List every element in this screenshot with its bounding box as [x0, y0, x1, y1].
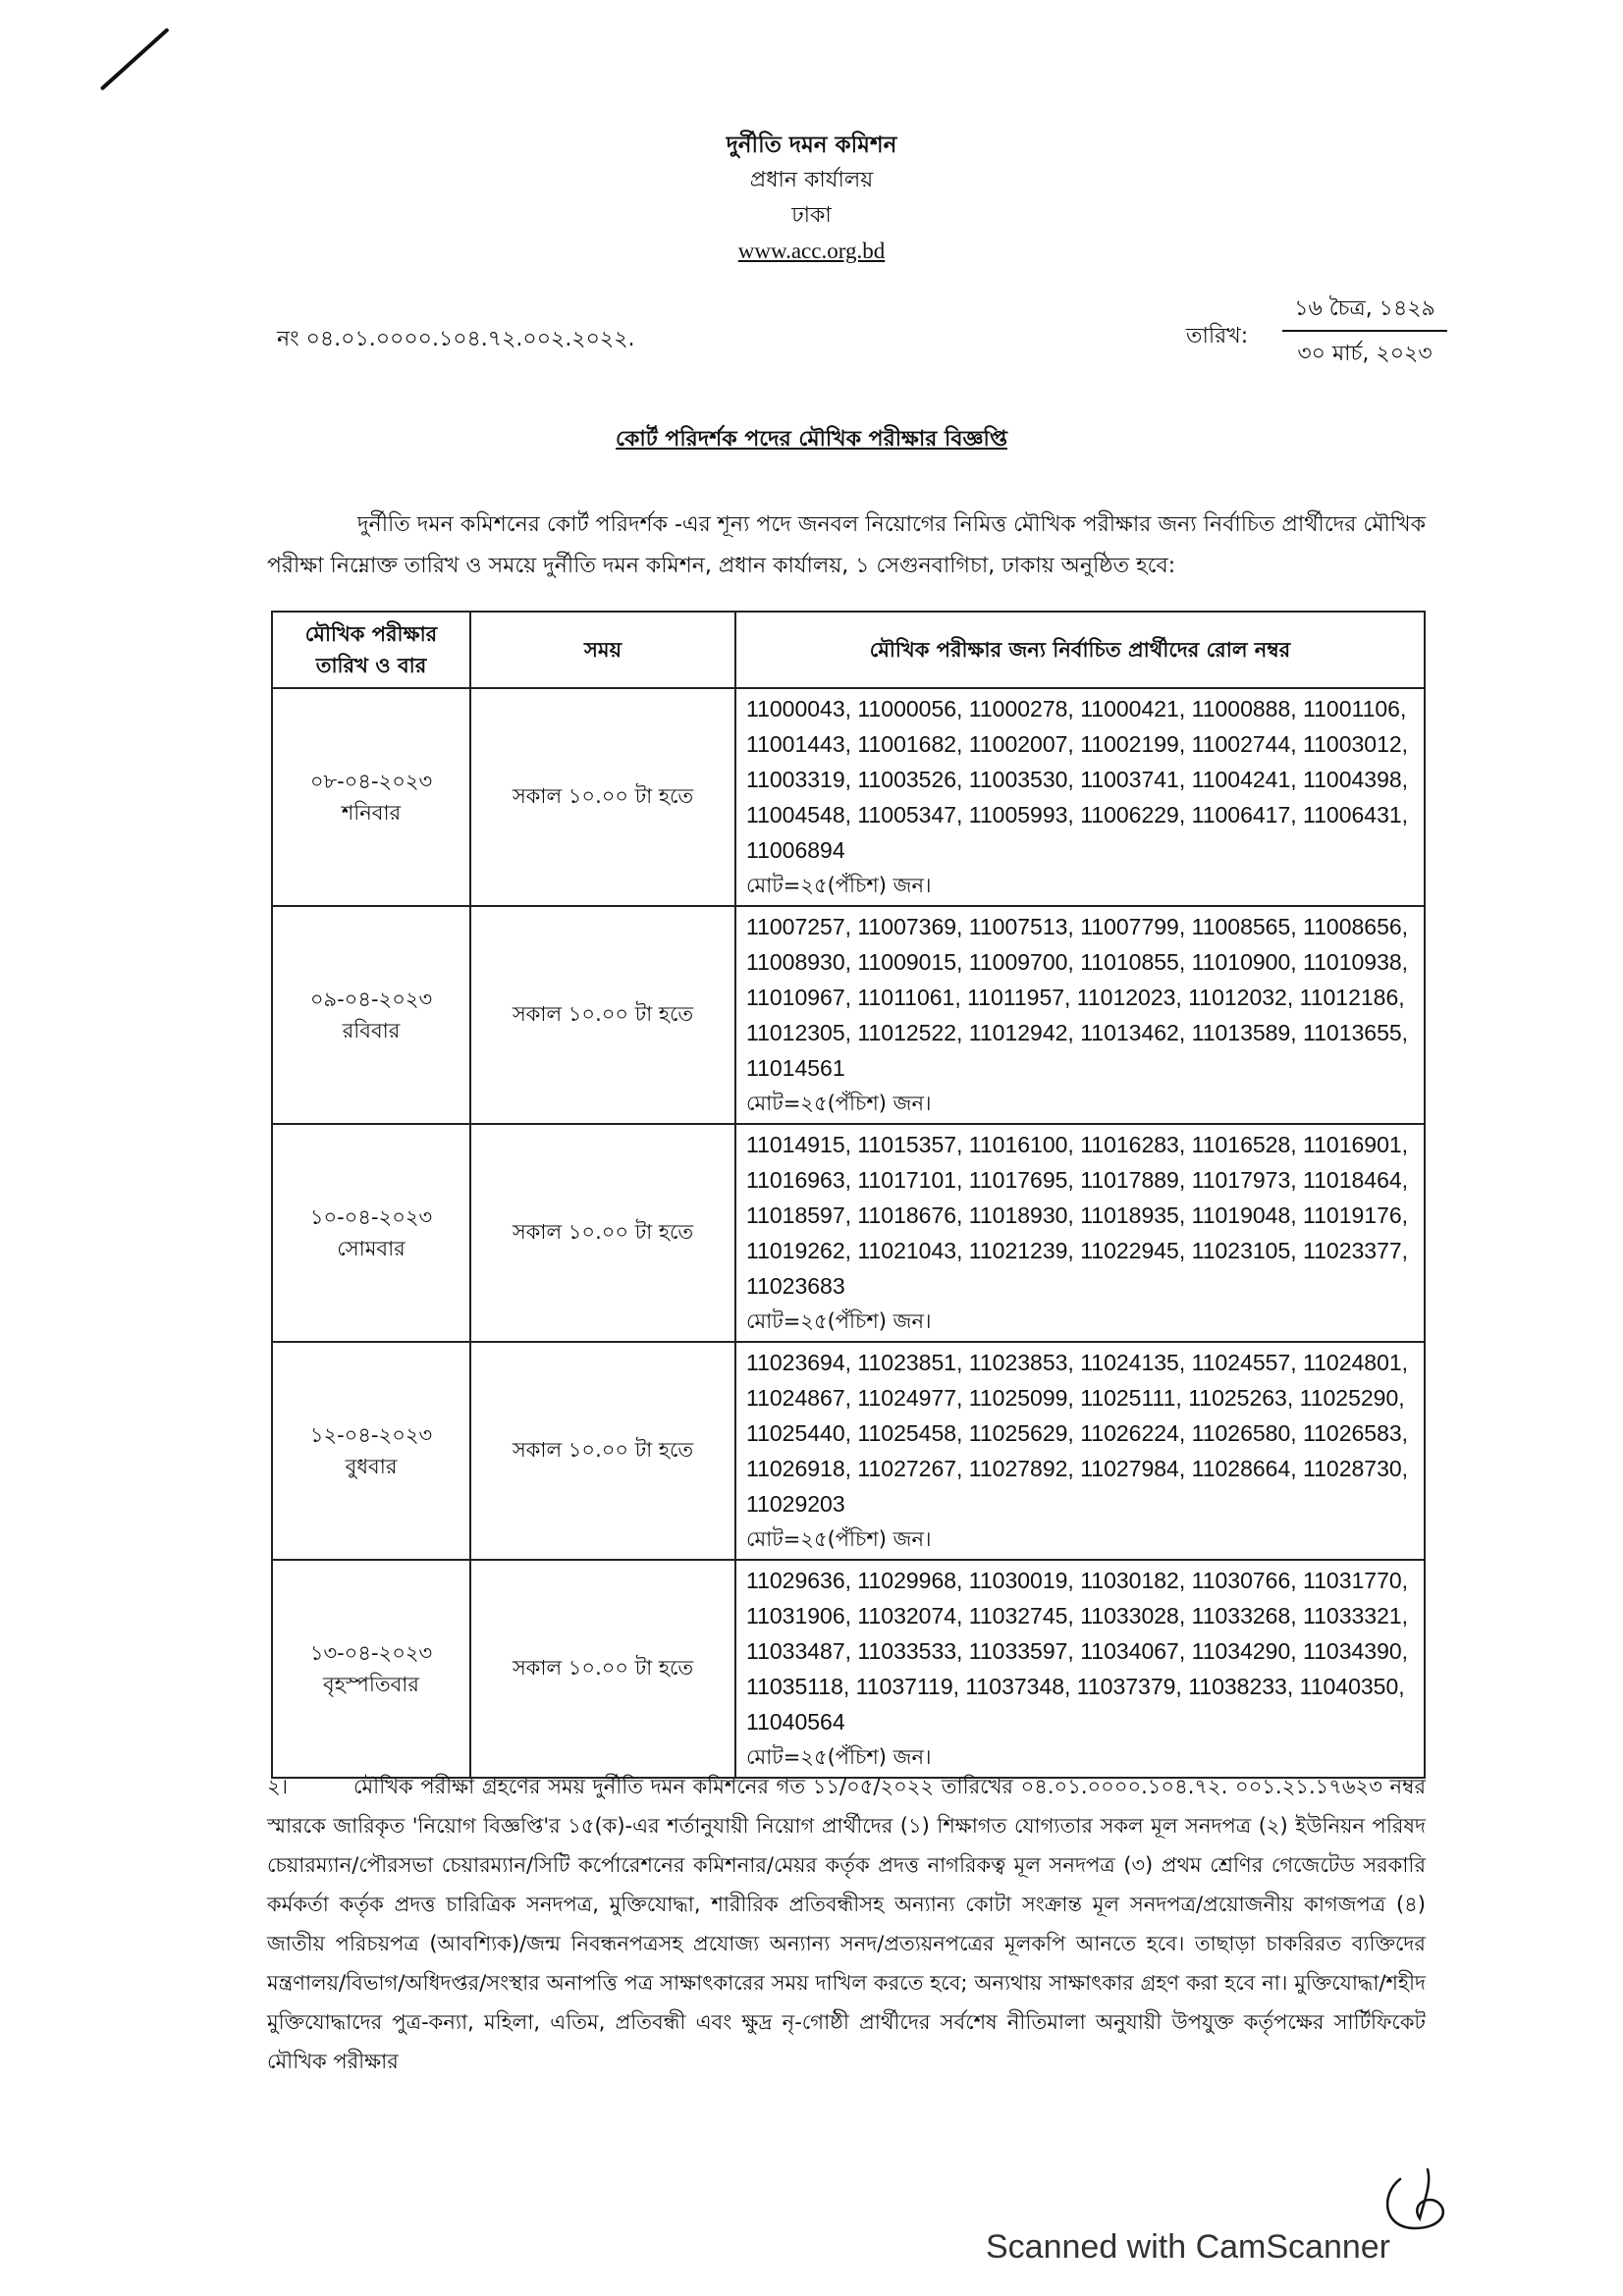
- header-rolls: মৌখিক পরীক্ষার জন্য নির্বাচিত প্রার্থীদের রোল নম্বর: [735, 612, 1425, 688]
- rolls-cell: [735, 1124, 1425, 1342]
- date-cell: [272, 1124, 470, 1342]
- website-link[interactable]: www.acc.org.bd: [737, 239, 886, 263]
- rolls-cell: [735, 688, 1425, 906]
- table-row: [272, 688, 1425, 906]
- roll-numbers: 11007257, 11007369, 11007513, 11007799, 11008565, 11008656, 11008930, 11009015, 11009700, 11010855, 11010900, 11010938, 11010967, 11011061, 11011957, 11012023, 11012032, 11012186, 11012305, 11012522, 11012942, 11013462, 11013589, 11013655, 11014561: [746, 914, 1409, 1081]
- city-name: ঢাকা: [791, 203, 832, 228]
- date-block: [1282, 294, 1447, 371]
- table-row: [272, 1342, 1425, 1560]
- date-cell: [272, 688, 470, 906]
- exam-day: রবিবার: [342, 1019, 401, 1042]
- rolls-cell: [735, 1342, 1425, 1560]
- paragraph-text: মৌখিক পরীক্ষা গ্রহণের সময় দুর্নীতি দমন কমিশনের গত ১১/০৫/২০২২ তারিখের ০৪.০১.০০০০.১০৪.৭২. ০০১.২১.১৭৬২৩ নম্বর স্মারকে জারিকৃত 'নিয়োগ বিজ্ঞপ্তি'র ১৫(ক)-এর শর্তানুযায়ী নিয়োগ প্রার্থীদের (১) শিক্ষাগত যোগ্যতার সকল মূল সনদপত্র (২) ইউনিয়ন পরিষদ চেয়ারম্যান/পৌরসভা চেয়ারম্যান/সিটি কর্পোরেশনের কমিশনার/মেয়র কর্তৃক প্রদত্ত নাগরিকত্ব মূল সনদপত্র (৩) প্রথম শ্রেণির গেজেটেড সরকারি কর্মকর্তা কর্তৃক প্রদত্ত চারিত্রিক সনদপত্র, মুক্তিযোদ্ধা, শারীরিক প্রতিবন্ধীসহ অন্যান্য কোটা সংক্রান্ত মূল সনদপত্র/প্রয়োজনীয় কাগজপত্র (৪) জাতীয় পরিচয়পত্র (আবশ্যিক)/জন্ম নিবন্ধনপত্রসহ প্রযোজ্য অন্যান্য সনদ/প্রত্যয়নপত্রের মূলকপি আনতে হবে। তাছাড়া চাকরিরত ব্যক্তিদের মন্ত্রণালয়/বিভাগ/অধিদপ্তর/সংস্থার অনাপত্তি পত্র সাক্ষাৎকারের সময় দাখিল করতে হবে; অন্যথায় সাক্ষাৎকার গ্রহণ করা হবে না। মুক্তিযোদ্ধা/শহীদ মুক্তিযোদ্ধাদের পুত্র-কন্যা, মহিলা, এতিম, প্রতিবন্ধী এবং ক্ষুদ্র নৃ-গোষ্ঠী প্রার্থীদের সর্বশেষ নীতিমালা অনুযায়ী উপযুক্ত কর্তৃপক্ষের সার্টিফিকেট মৌখিক পরীক্ষার: [267, 1775, 1426, 2073]
- exam-day: শনিবার: [341, 801, 402, 825]
- table-header-row: [272, 612, 1425, 688]
- roll-numbers: 11023694, 11023851, 11023853, 11024135, 11024557, 11024801, 11024867, 11024977, 11025099, 11025111, 11025263, 11025290, 11025440, 11025458, 11025629, 11026224, 11026580, 11026583, 11026918, 11027267, 11027892, 11027984, 11028664, 11028730, 11029203: [746, 1350, 1409, 1517]
- intro-paragraph: দুর্নীতি দমন কমিশনের কোর্ট পরিদর্শক -এর শূন্য পদে জনবল নিয়োগের নিমিত্ত মৌখিক পরীক্ষার জন্য নির্বাচিত প্রার্থীদের মৌখিক পরীক্ষা নিম্নোক্ত তারিখ ও সময়ে দুর্নীতি দমন কমিশন, প্রধান কার্যালয়, ১ সেগুনবাগিচা, ঢাকায় অনুষ্ঠিত হবে:: [267, 512, 1426, 578]
- exam-date: ১২-০৪-২০২৩: [309, 1423, 433, 1447]
- time-cell: সকাল ১০.০০ টা হতে: [470, 906, 735, 1124]
- schedule-table: [271, 611, 1426, 1779]
- exam-day: বৃহস্পতিবার: [323, 1673, 419, 1696]
- rolls-cell: [735, 1560, 1425, 1778]
- roll-numbers: 11029636, 11029968, 11030019, 11030182, 11030766, 11031770, 11031906, 11032074, 11032745, 11033028, 11033268, 11033321, 11033487, 11033533, 11033597, 11034067, 11034290, 11034390, 11035118, 11037119, 11037348, 11037379, 11038233, 11040350, 11040564: [746, 1568, 1409, 1735]
- date-english: ৩০ মার্চ, ২০২৩: [1297, 342, 1433, 366]
- roll-total: মোট=২৫(পঁচিশ) জন।: [746, 1527, 932, 1551]
- date-bangla: ১৬ চৈত্র, ১৪২৯: [1282, 294, 1447, 332]
- exam-date: ০৯-০৪-২০২৩: [309, 988, 433, 1011]
- date-cell: [272, 1342, 470, 1560]
- pen-mark: [100, 27, 170, 91]
- subject-heading: [0, 422, 1623, 458]
- roll-total: মোট=২৫(পঁচিশ) জন।: [746, 1309, 932, 1333]
- signature-mark: [1371, 2160, 1461, 2238]
- roll-total: মোট=২৫(পঁচিশ) জন।: [746, 1745, 932, 1769]
- scanner-watermark: Scanned with CamScanner: [986, 2228, 1391, 2266]
- table-row: [272, 1124, 1425, 1342]
- header-time: সময়: [470, 612, 735, 688]
- exam-date: ১৩-০৪-২০২৩: [309, 1641, 433, 1665]
- memo-number: নং ০৪.০১.০০০০.১০৪.৭২.০০২.২০২২.: [277, 327, 635, 351]
- header-date: মৌখিক পরীক্ষার তারিখ ও বার: [272, 612, 470, 688]
- time-cell: সকাল ১০.০০ টা হতে: [470, 1560, 735, 1778]
- roll-total: মোট=২৫(পঁচিশ) জন।: [746, 874, 932, 897]
- date-cell: [272, 906, 470, 1124]
- date-label: তারিখ:: [1186, 324, 1249, 348]
- table-row: [272, 1560, 1425, 1778]
- table-row: [272, 906, 1425, 1124]
- exam-day: বুধবার: [345, 1455, 398, 1478]
- letterhead: [0, 128, 1623, 269]
- subject-text: কোর্ট পরিদর্শক পদের মৌখিক পরীক্ষার বিজ্ঞপ্তি: [616, 427, 1007, 452]
- paragraph-number: ২।: [267, 1775, 289, 1798]
- instructions-paragraph: [267, 1767, 1426, 2081]
- office-name: প্রধান কার্যালয়: [749, 168, 874, 192]
- time-cell: সকাল ১০.০০ টা হতে: [470, 1342, 735, 1560]
- exam-date: ১০-০৪-২০২৩: [309, 1205, 433, 1229]
- exam-date: ০৮-০৪-২০২৩: [309, 770, 433, 793]
- org-name: দুর্নীতি দমন কমিশন: [726, 133, 897, 158]
- date-cell: [272, 1560, 470, 1778]
- roll-numbers: 11014915, 11015357, 11016100, 11016283, 11016528, 11016901, 11016963, 11017101, 11017695, 11017889, 11017973, 11018464, 11018597, 11018676, 11018930, 11018935, 11019048, 11019176, 11019262, 11021043, 11021239, 11022945, 11023105, 11023377, 11023683: [746, 1132, 1409, 1299]
- exam-day: সোমবার: [337, 1237, 406, 1260]
- rolls-cell: [735, 906, 1425, 1124]
- roll-numbers: 11000043, 11000056, 11000278, 11000421, 11000888, 11001106, 11001443, 11001682, 11002007, 11002199, 11002744, 11003012, 11003319, 11003526, 11003530, 11003741, 11004241, 11004398, 11004548, 11005347, 11005993, 11006229, 11006417, 11006431, 11006894: [746, 696, 1409, 863]
- time-cell: সকাল ১০.০০ টা হতে: [470, 688, 735, 906]
- time-cell: সকাল ১০.০০ টা হতে: [470, 1124, 735, 1342]
- roll-total: মোট=২৫(পঁচিশ) জন।: [746, 1092, 932, 1115]
